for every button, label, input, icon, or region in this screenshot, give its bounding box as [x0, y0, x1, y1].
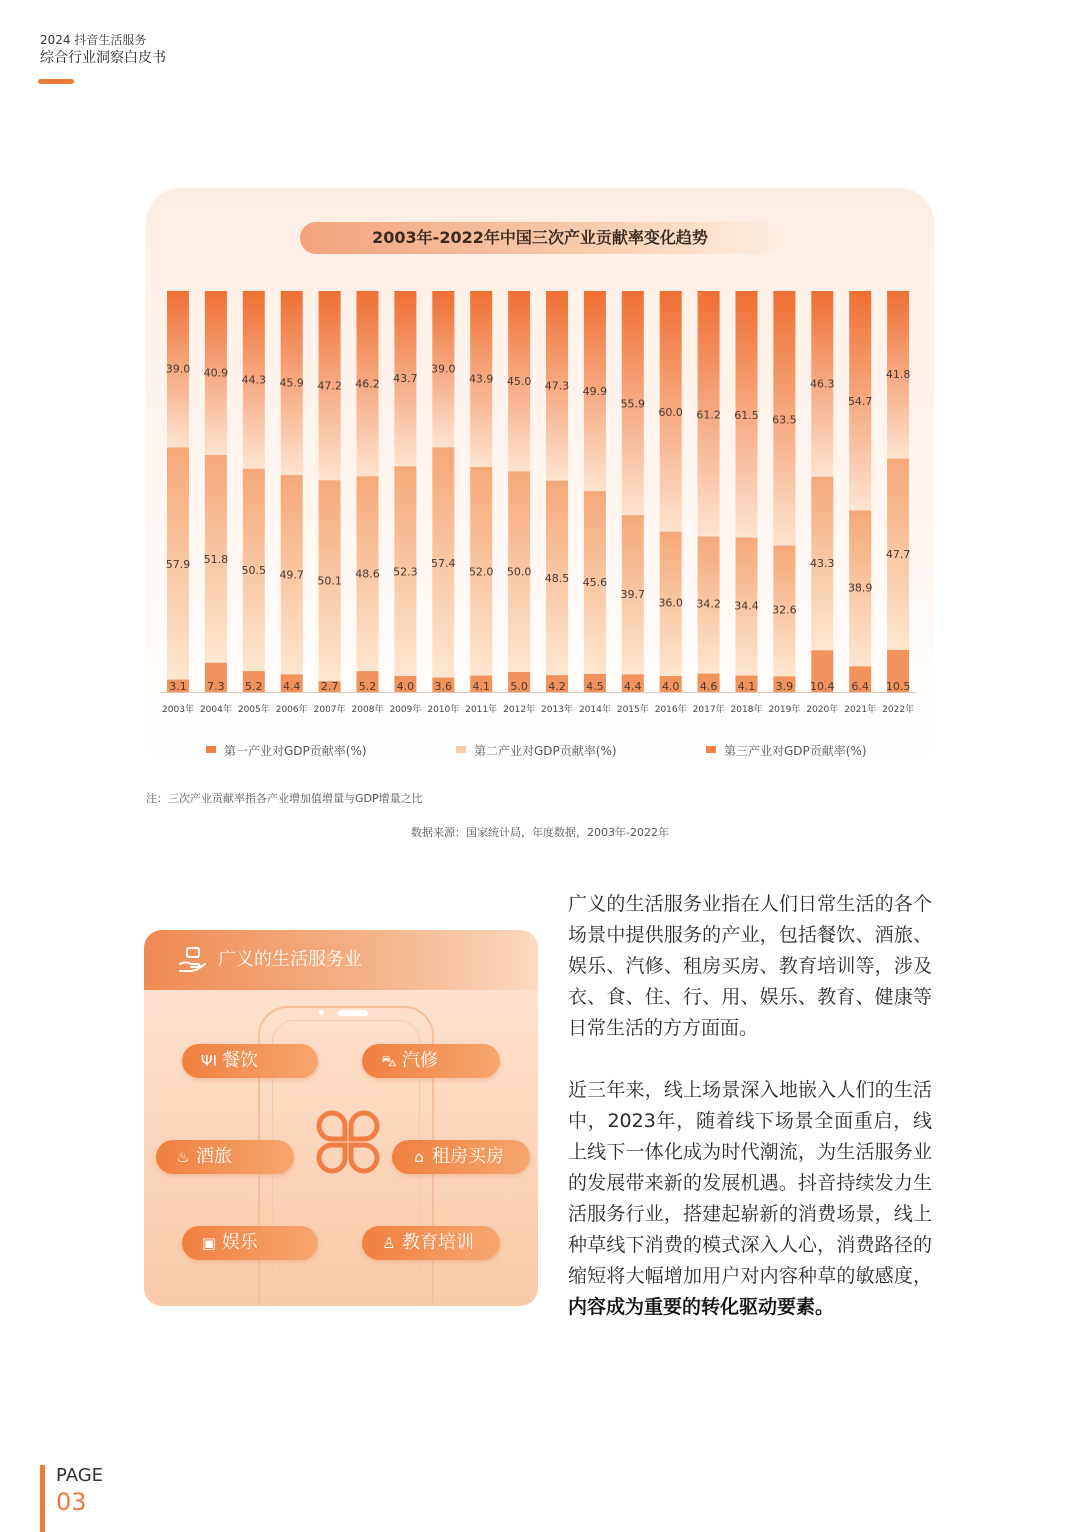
data-label-primary: 5.0 — [510, 680, 528, 693]
service-pill-catering — [182, 1044, 318, 1078]
header-line2: 综合行业洞察白皮书 — [40, 50, 166, 66]
data-label-tertiary: 47.3 — [544, 379, 570, 393]
car-icon: ⛍ — [381, 1052, 397, 1070]
service-label: 租房买房 — [432, 1146, 504, 1167]
data-label-secondary: 50.0 — [506, 565, 532, 579]
house-icon: ⌂ — [414, 1148, 424, 1166]
chart-title: 2003年-2022年中国三次产业贡献率变化趋势 — [300, 222, 780, 254]
phone-speaker — [338, 1010, 368, 1016]
x-tick-label: 2021年 — [844, 705, 877, 715]
legend-label: 第三产业对GDP贡献率(%) — [724, 744, 867, 758]
data-label-secondary: 38.9 — [847, 581, 873, 595]
data-label-tertiary: 61.2 — [696, 408, 721, 422]
data-label-primary: 5.2 — [358, 680, 377, 693]
data-label-tertiary: 43.9 — [468, 372, 494, 386]
data-label-secondary: 32.6 — [772, 603, 797, 617]
data-label-primary: 3.9 — [775, 680, 794, 693]
data-label-tertiary: 45.9 — [279, 376, 304, 390]
data-label-primary: 2.7 — [320, 680, 339, 693]
service-label: 汽修 — [402, 1050, 438, 1071]
data-label-secondary: 34.2 — [696, 597, 721, 611]
data-label-primary: 4.4 — [282, 680, 301, 693]
data-label-secondary: 52.3 — [393, 565, 418, 579]
document-header — [40, 32, 166, 68]
data-label-tertiary: 45.0 — [506, 374, 532, 388]
chart-note: 注：三次产业贡献率指各产业增加值增量与GDP增量之比 — [146, 792, 423, 805]
data-label-primary: 4.1 — [472, 680, 490, 693]
service-label: 酒旅 — [196, 1146, 232, 1167]
page-number: 03 — [56, 1488, 87, 1516]
paragraph-trend-text: 近三年来，线上场景深入地嵌入人们的生活中，2023年，随着线下场景全面重启，线上线下一体化成为时代潮流，为生活服务业的发展带来新的发展机遇。抖音持续发力生活服务行业，搭建起崭新的消费场景，线上种草线下消费的模式深入人心，消费路径的缩短将大幅增加用户对内容种草的敏感度， — [568, 1079, 932, 1287]
x-tick-label: 2010年 — [427, 705, 460, 715]
data-label-primary: 4.0 — [661, 680, 680, 693]
data-label-tertiary: 43.7 — [393, 372, 418, 386]
data-label-tertiary: 61.5 — [734, 409, 759, 423]
legend-swatch — [206, 746, 216, 753]
data-label-primary: 4.1 — [737, 680, 756, 693]
x-tick-label: 2007年 — [313, 705, 346, 715]
services-card — [144, 930, 538, 1306]
data-label-secondary: 36.0 — [658, 596, 683, 610]
data-label-tertiary: 39.0 — [165, 362, 191, 376]
x-tick-label: 2018年 — [730, 705, 763, 715]
header-line1: 2024 抖音生活服务 — [40, 33, 147, 47]
data-label-secondary: 34.4 — [734, 599, 759, 613]
page-label: PAGE — [56, 1465, 104, 1486]
x-tick-label: 2015年 — [616, 705, 649, 715]
data-label-tertiary: 46.3 — [810, 377, 835, 391]
x-tick-label: 2009年 — [389, 705, 422, 715]
data-label-tertiary: 46.2 — [355, 377, 380, 391]
hotel-icon: ♨ — [176, 1148, 190, 1166]
data-label-secondary: 48.5 — [544, 571, 570, 585]
page-accent-bar — [40, 1465, 45, 1532]
x-tick-label: 2004年 — [199, 705, 232, 715]
legend-label: 第二产业对GDP贡献率(%) — [474, 744, 617, 758]
data-label-secondary: 50.1 — [317, 574, 342, 588]
data-label-primary: 6.4 — [851, 680, 869, 693]
x-tick-label: 2006年 — [275, 705, 308, 715]
service-pill-hotel-travel — [156, 1140, 294, 1174]
data-label-primary: 4.6 — [699, 680, 718, 693]
service-pill-entertainment — [182, 1226, 318, 1260]
data-label-secondary: 50.5 — [241, 563, 267, 577]
data-label-primary: 3.6 — [434, 680, 453, 693]
x-tick-label: 2013年 — [541, 705, 573, 715]
x-tick-label: 2005年 — [237, 705, 270, 715]
stacked-bar-chart — [146, 280, 934, 770]
paragraph-definition: 广义的生活服务业指在人们日常生活的各个场景中提供服务的产业，包括餐饮、酒旅、娱乐、汽修、租房买房、教育培训等，涉及衣、食、住、行、用、娱乐、教育、健康等日常生活的方方面面。 — [568, 893, 932, 1039]
entertainment-icon: ▣ — [201, 1234, 217, 1252]
services-card-title: 广义的生活服务业 — [218, 949, 362, 970]
x-tick-label: 2019年 — [768, 705, 801, 715]
data-label-primary: 4.5 — [586, 680, 604, 693]
data-label-primary: 4.0 — [396, 680, 415, 693]
services-card-header — [144, 930, 538, 990]
x-tick-label: 2012年 — [503, 705, 536, 715]
clover-logo-icon — [314, 1108, 382, 1176]
header-accent-bar — [38, 79, 74, 84]
data-label-primary: 10.4 — [810, 680, 835, 693]
data-label-primary: 4.2 — [548, 680, 566, 693]
data-label-tertiary: 39.0 — [431, 362, 456, 376]
service-label: 餐饮 — [222, 1050, 258, 1071]
data-label-tertiary: 55.9 — [620, 397, 646, 411]
data-label-primary: 3.1 — [169, 680, 187, 693]
data-label-tertiary: 41.8 — [885, 368, 911, 382]
x-tick-label: 2020年 — [806, 705, 839, 715]
legend-swatch — [456, 746, 466, 753]
data-label-tertiary: 49.9 — [582, 385, 608, 399]
x-tick-label: 2008年 — [351, 705, 384, 715]
paragraph-trend — [568, 1075, 932, 1323]
data-label-tertiary: 63.5 — [772, 413, 797, 427]
data-label-secondary: 52.0 — [468, 565, 494, 579]
data-label-primary: 5.2 — [245, 680, 263, 693]
legend-label: 第一产业对GDP贡献率(%) — [224, 744, 367, 758]
data-source: 数据来源：国家统计局，年度数据，2003年-2022年 — [411, 826, 669, 839]
service-pill-car-repair — [362, 1044, 500, 1078]
data-label-secondary: 47.7 — [885, 548, 911, 562]
phone-camera — [319, 1010, 324, 1015]
person-icon: ♙ — [382, 1234, 396, 1252]
data-label-primary: 7.3 — [207, 680, 225, 693]
service-pill-real-estate — [392, 1140, 530, 1174]
data-label-secondary: 45.6 — [582, 576, 608, 590]
data-label-tertiary: 47.2 — [317, 379, 342, 393]
x-tick-label: 2011年 — [465, 705, 498, 715]
x-tick-label: 2017年 — [692, 705, 725, 715]
data-label-secondary: 39.7 — [620, 587, 646, 601]
legend-swatch — [706, 746, 716, 753]
paragraph-trend-emphasis: 内容成为重要的转化驱动要素。 — [568, 1296, 835, 1318]
data-label-tertiary: 54.7 — [847, 395, 873, 409]
data-label-secondary: 57.9 — [165, 558, 191, 572]
data-label-primary: 10.5 — [885, 680, 911, 693]
data-label-tertiary: 60.0 — [658, 406, 683, 420]
data-label-tertiary: 40.9 — [203, 366, 229, 380]
x-tick-label: 2014年 — [578, 705, 611, 715]
service-label: 教育培训 — [402, 1232, 474, 1253]
data-label-secondary: 49.7 — [279, 568, 304, 582]
service-hand-icon — [176, 944, 208, 976]
service-label: 娱乐 — [222, 1232, 258, 1253]
data-label-secondary: 43.3 — [810, 556, 835, 570]
data-label-tertiary: 44.3 — [241, 373, 267, 387]
data-label-secondary: 48.6 — [355, 567, 380, 581]
x-tick-label: 2003年 — [162, 705, 194, 715]
x-tick-label: 2016年 — [654, 705, 687, 715]
x-tick-label: 2022年 — [882, 705, 915, 715]
service-pill-education — [362, 1226, 500, 1260]
data-label-secondary: 57.4 — [431, 557, 456, 571]
data-label-secondary: 51.8 — [203, 553, 229, 567]
fork-knife-icon: ΨΙ — [200, 1052, 218, 1070]
data-label-primary: 4.4 — [624, 680, 642, 693]
